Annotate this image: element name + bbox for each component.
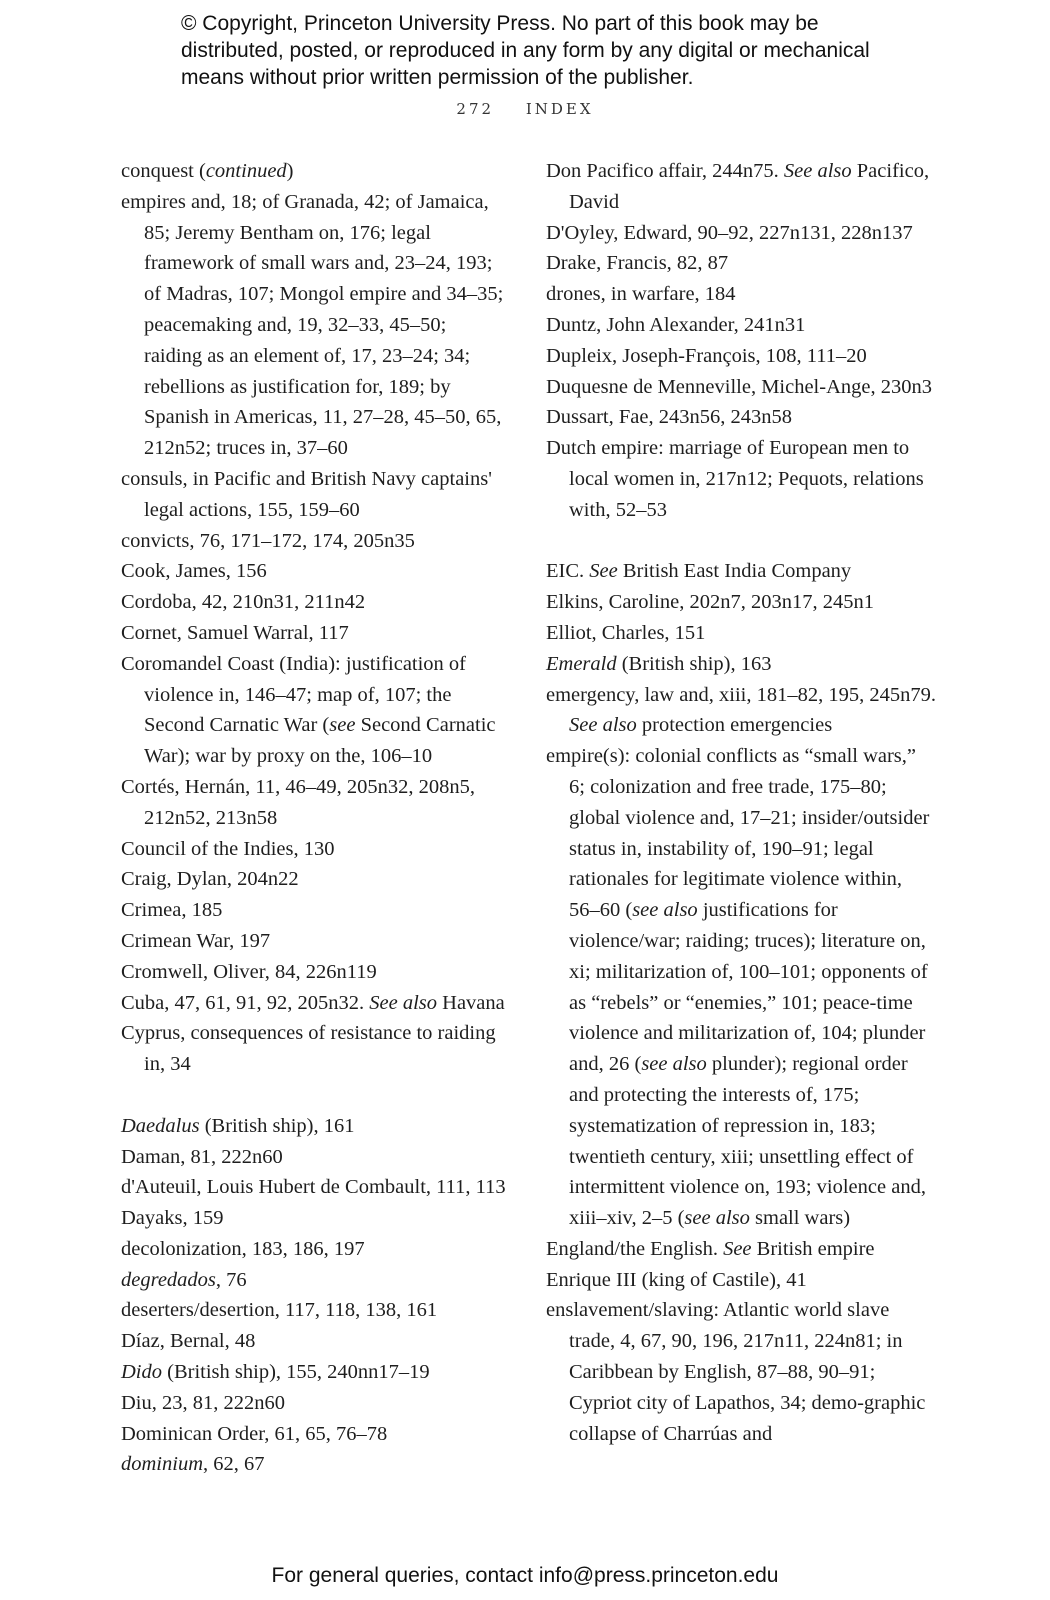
index-left-entry — [121, 156, 506, 187]
index-right-entry — [546, 156, 936, 218]
index-left-entry — [121, 834, 506, 865]
index-right-entry — [546, 1265, 936, 1296]
index-right-entry — [546, 341, 936, 372]
index-left-entry — [121, 1111, 506, 1142]
entry-see-also: see — [329, 714, 356, 737]
entry-text: drones, in warfare, 184 — [546, 283, 736, 306]
entry-text: enslavement/slaving: Atlantic world slave trade, 4, 67, 90, 196, 217n11, 224n81; in Caribbean by English, 87–88, 90–91; Cypriot city of Lapathos, 34; demo-graphic collapse of Charrúas and — [546, 1299, 926, 1445]
entry-see-also: see also — [632, 899, 698, 922]
entry-text: convicts, 76, 171–172, 174, 205n35 — [121, 529, 415, 552]
entry-text: justifications for violence/war; raiding; truces); literature on, xi; militarization of, 100–101; opponents of as “rebels” or “enemies,” 101; peace-time violence and militarization of, 104; plunder and, 26 ( — [569, 899, 928, 1076]
entry-see-also: See — [723, 1237, 752, 1260]
index-column-right — [546, 156, 936, 1449]
index-left-entry — [121, 1357, 506, 1388]
index-left-entry — [121, 1388, 506, 1419]
contact-footer: For general queries, contact info@press.princeton.edu — [271, 1564, 779, 1587]
index-right-entry — [546, 372, 936, 403]
entry-text: protection emergencies — [636, 714, 833, 737]
copyright-notice: © Copyright, Princeton University Press. No part of this book may be distributed, posted, or reproduced in any form by any digital or mechanical means without prior written permission of the publisher. — [181, 12, 870, 89]
entry-text: Coromandel Coast (India): justification of violence in, 146–47; map of, 107; the Second Carnatic War ( — [121, 652, 467, 737]
entry-text: , 76 — [215, 1268, 247, 1291]
entry-see-also: See also — [783, 160, 852, 182]
index-left-entry — [121, 526, 506, 557]
index-right-entry — [546, 279, 936, 310]
running-head — [0, 100, 1050, 118]
entry-italic-term: Emerald — [546, 652, 617, 675]
entry-text: Crimean War, 197 — [121, 929, 271, 952]
index-right-entry — [546, 433, 936, 525]
entry-see-also: See also — [569, 714, 637, 737]
entry-text: Cook, James, 156 — [121, 560, 267, 583]
entry-text: Elkins, Caroline, 202n7, 203n17, 245n1 — [546, 591, 874, 614]
entry-text: empires and, 18; of Granada, 42; of Jamaica, 85; Jeremy Bentham on, 176; legal framework of small wars and, 23–24, 193; of Madras, 107; Mongol empire and 34–35; peacemaking and, 19, 32–33, 45–50; raiding as an element of, 17, 23–24; 34; rebellions as justification for, 189; by Spanish in Americas, 11, 27–28, 45–50, 65, 212n52; truces in, 37–60 — [121, 190, 504, 460]
entry-text: Cornet, Samuel Warral, 117 — [121, 621, 349, 644]
page-number: 272 — [456, 100, 495, 118]
entry-text: Elliot, Charles, 151 — [546, 621, 706, 644]
index-left-entry — [121, 1265, 506, 1296]
index-left-entry — [121, 649, 506, 772]
entry-text: England/the English. — [546, 1237, 724, 1260]
index-right-entry — [546, 402, 936, 433]
entry-text: Cyprus, consequences of resistance to raiding in, 34 — [121, 1022, 496, 1076]
entry-text: Dupleix, Joseph-François, 108, 111–20 — [546, 344, 867, 367]
entry-italic-term: degredados — [121, 1268, 216, 1291]
index-left-entry — [121, 464, 506, 526]
entry-text: (British ship), 155, 240nn17–19 — [162, 1361, 430, 1384]
entry-text: Cordoba, 42, 210n31, 211n42 — [121, 591, 366, 614]
entry-see-also: See — [589, 560, 618, 583]
entry-text: EIC. — [546, 560, 590, 583]
entry-see-also: see also — [641, 1053, 707, 1076]
entry-text: decolonization, 183, 186, 197 — [121, 1237, 365, 1260]
index-left-entry — [121, 988, 506, 1019]
section-gap — [121, 1080, 506, 1111]
index-left-entry — [121, 556, 506, 587]
index-left-entry — [121, 926, 506, 957]
index-right-entry — [546, 587, 936, 618]
index-right-entry — [546, 310, 936, 341]
index-left-entry — [121, 1326, 506, 1357]
entry-text: small wars) — [749, 1207, 851, 1230]
entry-text: Craig, Dylan, 204n22 — [121, 868, 299, 891]
entry-italic: continued — [205, 160, 287, 182]
index-left-entry — [121, 1419, 506, 1450]
entry-text: Diu, 23, 81, 222n60 — [121, 1391, 285, 1414]
entry-text: empire(s): colonial conflicts as “small wars,” 6; colonization and free trade, 175–80; global violence and, 17–21; insider/outsider status in, instability of, 190–91; legal rationales for legitimate violence within, 56–60 ( — [546, 745, 930, 922]
entry-text: Cortés, Hernán, 11, 46–49, 205n32, 208n5, 212n52, 213n58 — [121, 775, 475, 829]
entry-text: Don Pacifico affair, 244n75. — [546, 160, 784, 182]
index-left-entry — [121, 1018, 506, 1080]
entry-text: Enrique III (king of Castile), 41 — [546, 1268, 807, 1291]
section-title: INDEX — [525, 100, 594, 118]
entry-text: Havana — [437, 991, 505, 1014]
entry-text: plunder); regional order and protecting the interests of, 175; systematization of repression in, 183; twentieth century, xiii; unsettling effect of intermittent violence on, 193; violence and, xiii–xiv, 2–5 ( — [569, 1053, 926, 1230]
entry-text: Cuba, 47, 61, 91, 92, 205n32. — [121, 991, 370, 1014]
entry-text: Crimea, 185 — [121, 899, 223, 922]
index-right-entry — [546, 741, 936, 1234]
entry-text: British East India Company — [617, 560, 852, 583]
entry-text: Pacifico, David — [569, 160, 930, 213]
index-right-entry — [546, 248, 936, 279]
entry-text: emergency, law and, xiii, 181–82, 195, 245n79. — [546, 683, 937, 706]
entry-text: Díaz, Bernal, 48 — [121, 1330, 256, 1353]
index-right-entry — [546, 218, 936, 249]
entry-text: Dutch empire: marriage of European men to local women in, 217n12; Pequots, relations with, 52–53 — [546, 437, 924, 521]
index-left-entry — [121, 1172, 506, 1203]
entry-text: Dayaks, 159 — [121, 1207, 224, 1230]
index-left-entry — [121, 1449, 506, 1480]
entry-see-also: see also — [684, 1207, 750, 1230]
entry-italic-term: Daedalus — [121, 1114, 200, 1137]
index-left-entry — [121, 864, 506, 895]
entry-text: Daman, 81, 222n60 — [121, 1145, 283, 1168]
entry-text: deserters/desertion, 117, 118, 138, 161 — [121, 1299, 438, 1322]
entry-text: d'Auteuil, Louis Hubert de Combault, 111, 113 — [121, 1176, 506, 1199]
entry-text: (British ship), 161 — [199, 1114, 355, 1137]
index-left-entry — [121, 957, 506, 988]
entry-text: Council of the Indies, 130 — [121, 837, 335, 860]
index-left-entry — [121, 1295, 506, 1326]
index-right-entry — [546, 649, 936, 680]
entry-text: Dussart, Fae, 243n56, 243n58 — [546, 406, 792, 429]
section-gap — [546, 526, 936, 557]
entry-italic-term: Dido — [121, 1361, 162, 1384]
entry-text: Duquesne de Menneville, Michel-Ange, 230n3 — [546, 375, 932, 398]
index-column-left — [121, 156, 506, 1480]
index-left-entry — [121, 1203, 506, 1234]
entry-text: consuls, in Pacific and British Navy captains' legal actions, 155, 159–60 — [121, 467, 492, 521]
index-left-entry — [121, 772, 506, 834]
entry-text: Cromwell, Oliver, 84, 226n119 — [121, 960, 377, 983]
entry-text: British empire — [751, 1237, 875, 1260]
entry-text: D'Oyley, Edward, 90–92, 227n131, 228n137 — [546, 221, 913, 244]
entry-text: (British ship), 163 — [616, 652, 772, 675]
entry-text: Dominican Order, 61, 65, 76–78 — [121, 1422, 388, 1445]
index-left-entry — [121, 587, 506, 618]
index-right-entry — [546, 618, 936, 649]
index-left-entry — [121, 618, 506, 649]
entry-text: , 62, 67 — [203, 1453, 265, 1476]
entry-italic-term: dominium — [121, 1453, 203, 1476]
entry-text: ) — [286, 160, 294, 182]
entry-term: conquest ( — [121, 160, 206, 182]
index-left-entry — [121, 1142, 506, 1173]
entry-text: Second Carnatic War); war by proxy on the, 106–10 — [144, 714, 496, 768]
entry-text: Drake, Francis, 82, 87 — [546, 252, 729, 275]
entry-text: Duntz, John Alexander, 241n31 — [546, 313, 806, 336]
index-left-entry — [121, 187, 506, 464]
index-right-entry — [546, 680, 936, 742]
index-right-entry — [546, 1295, 936, 1449]
index-right-entry — [546, 556, 936, 587]
index-left-entry — [121, 1234, 506, 1265]
index-left-entry — [121, 895, 506, 926]
entry-see-also: See also — [369, 991, 438, 1014]
index-right-entry — [546, 1234, 936, 1265]
